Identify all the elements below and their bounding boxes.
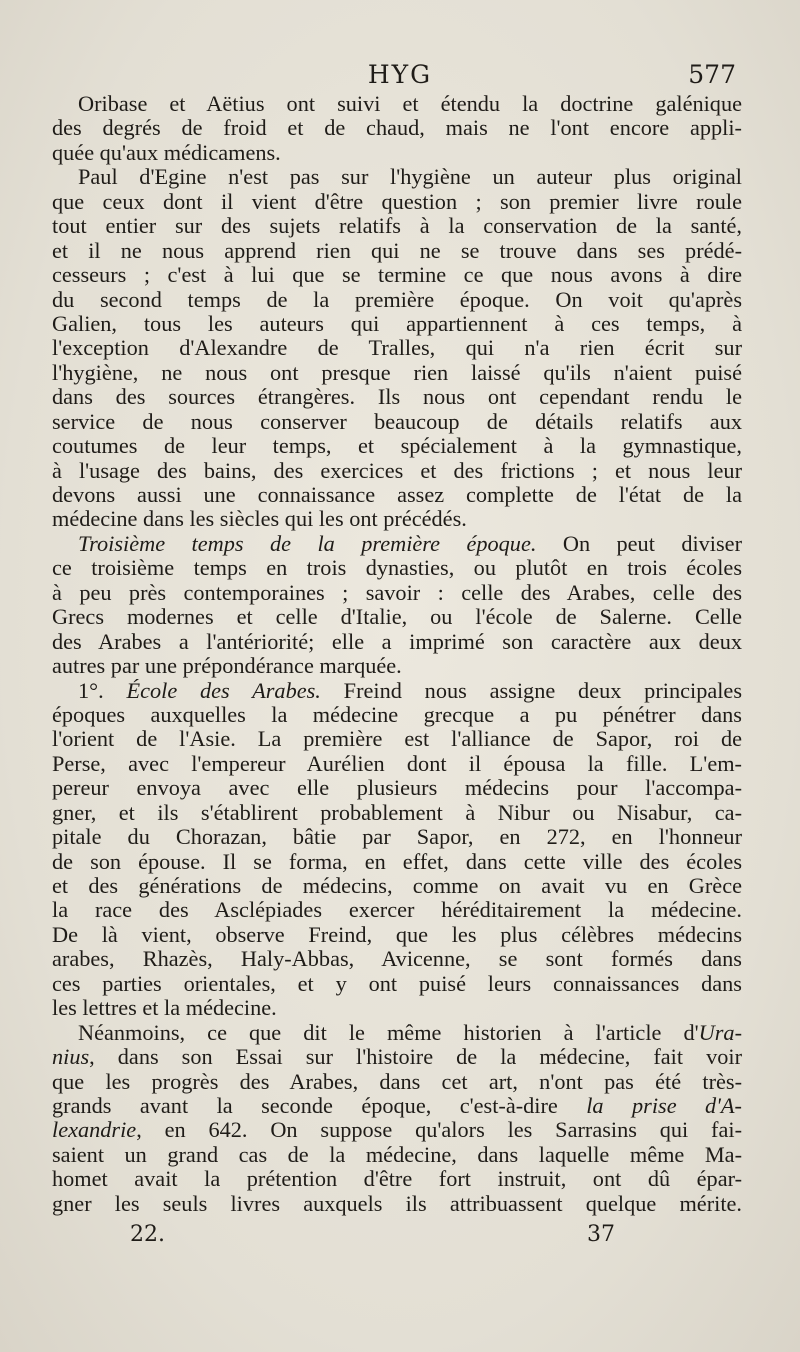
text-line: l'exception d'Alexandre de Tralles, qui n'a rien écrit sur xyxy=(52,335,742,361)
section-heading-line: Troisième temps de la première époque. On peut diviser xyxy=(78,530,742,556)
text-line: autres par une prépondérance marquée. xyxy=(52,653,402,679)
page-number: 577 xyxy=(688,60,736,89)
text-line: arabes, Rhazès, Haly-Abbas, Avicenne, se sont formés dans xyxy=(52,946,742,972)
text-line: homet avait la prétention d'être fort instruit, ont dû épar- xyxy=(52,1166,742,1192)
text-line: époques auxquelles la médecine grecque a pu pénétrer dans xyxy=(52,701,742,727)
text-line: dans des sources étrangères. Ils nous ont cependant rendu le xyxy=(52,384,742,410)
text-line: Galien, tous les auteurs qui appartiennent à ces temps, à xyxy=(52,310,742,336)
text-line: nius, dans son Essai sur l'histoire de la médecine, fait voir xyxy=(52,1044,742,1070)
running-head: HYG xyxy=(367,60,433,89)
text-line: pitale du Chorazan, bâtie par Sapor, en 272, en l'honneur xyxy=(52,824,742,850)
text-line: à peu près contemporaines ; savoir : celle des Arabes, celle des xyxy=(52,579,742,605)
text-line: l'hygiène, ne nous ont presque rien laissé qu'ils n'aient puisé xyxy=(52,359,742,385)
signature-mark: 22. xyxy=(130,1222,165,1247)
text-line: lexandrie, en 642. On suppose qu'alors les Sarrasins qui fai- xyxy=(52,1117,742,1143)
text-line: gner, et ils s'établirent probablement à Nibur ou Nisabur, ca- xyxy=(52,799,742,825)
text-line: des degrés de froid et de chaud, mais ne l'ont encore appli- xyxy=(52,115,742,141)
text-line: devons aussi une connaissance assez complette de l'état de la xyxy=(52,482,742,507)
text-line: la race des Asclépiades exercer héréditairement la médecine. xyxy=(52,897,742,923)
text-line: Oribase et Aëtius ont suivi et étendu la doctrine galénique xyxy=(78,91,742,116)
text-line: grands avant la seconde époque, c'est-à-dire la prise d'A- xyxy=(52,1092,742,1118)
text-line: Néanmoins, ce que dit le même historien à l'article d'Ura- xyxy=(78,1019,742,1045)
sheet-number: 37 xyxy=(587,1222,615,1247)
text-line: coutumes de leur temps, et spécialement à la gymnastique, xyxy=(52,433,742,459)
text-line: les lettres et la médecine. xyxy=(52,995,277,1021)
text-line: Paul d'Egine n'est pas sur l'hygiène un auteur plus original xyxy=(78,164,742,190)
text-line: tout entier sur des sujets relatifs à la conservation de la santé, xyxy=(52,213,742,239)
text-line: du second temps de la première époque. On voit qu'après xyxy=(52,286,742,312)
text-line: service de nous conserver beaucoup de détails relatifs aux xyxy=(52,408,742,434)
text-line: ces parties orientales, et y ont puisé leurs connaissances dans xyxy=(52,970,742,996)
text-line: gner les seuls livres auxquels ils attribuassent quelque mérite. xyxy=(52,1190,742,1216)
text-line: Grecs modernes et celle d'Italie, ou l'école de Salerne. Celle xyxy=(52,604,742,630)
text-line: des Arabes a l'antériorité; elle a imprimé son caractère aux deux xyxy=(52,628,742,654)
text-line: médecine dans les siècles qui les ont précédés. xyxy=(52,506,467,532)
text-line: de son épouse. Il se forma, en effet, dans cette ville des écoles xyxy=(52,848,742,874)
text-line: que les progrès des Arabes, dans cet art, n'ont pas été très- xyxy=(52,1068,742,1094)
text-line: pereur envoya avec elle plusieurs médecins pour l'accompa- xyxy=(52,775,742,801)
text-line: saient un grand cas de la médecine, dans laquelle même Ma- xyxy=(52,1141,742,1167)
page-footer xyxy=(52,1222,748,1252)
section-heading-label: Troisième temps de la première époque. xyxy=(78,530,537,556)
text-line: l'orient de l'Asie. La première est l'alliance de Sapor, roi de xyxy=(52,726,742,752)
text-line: que ceux dont il vient d'être question ; son premier livre roule xyxy=(52,188,742,214)
text-line: ce troisième temps en trois dynasties, ou plutôt en trois écoles xyxy=(52,555,742,581)
text-line: Perse, avec l'empereur Aurélien dont il épousa la fille. L'em- xyxy=(52,750,742,776)
text-line: à l'usage des bains, des exercices et des frictions ; et nous leur xyxy=(52,457,742,483)
text-line: quée qu'aux médicamens. xyxy=(52,139,281,165)
section-heading-label: École des Arabes. xyxy=(126,677,321,703)
text-line: et il ne nous apprend rien qui ne se trouve dans ses prédé- xyxy=(52,237,742,263)
section-heading-line: 1°. École des Arabes. Freind nous assigne deux principales xyxy=(78,677,743,703)
text-line: cesseurs ; c'est à lui que se termine ce que nous avons à dire xyxy=(52,262,742,288)
text-line: De là vient, observe Freind, que les plus célèbres médecins xyxy=(52,921,742,947)
text-line: et des générations de médecins, comme on avait vu en Grèce xyxy=(52,873,742,898)
body-text xyxy=(52,92,742,1216)
